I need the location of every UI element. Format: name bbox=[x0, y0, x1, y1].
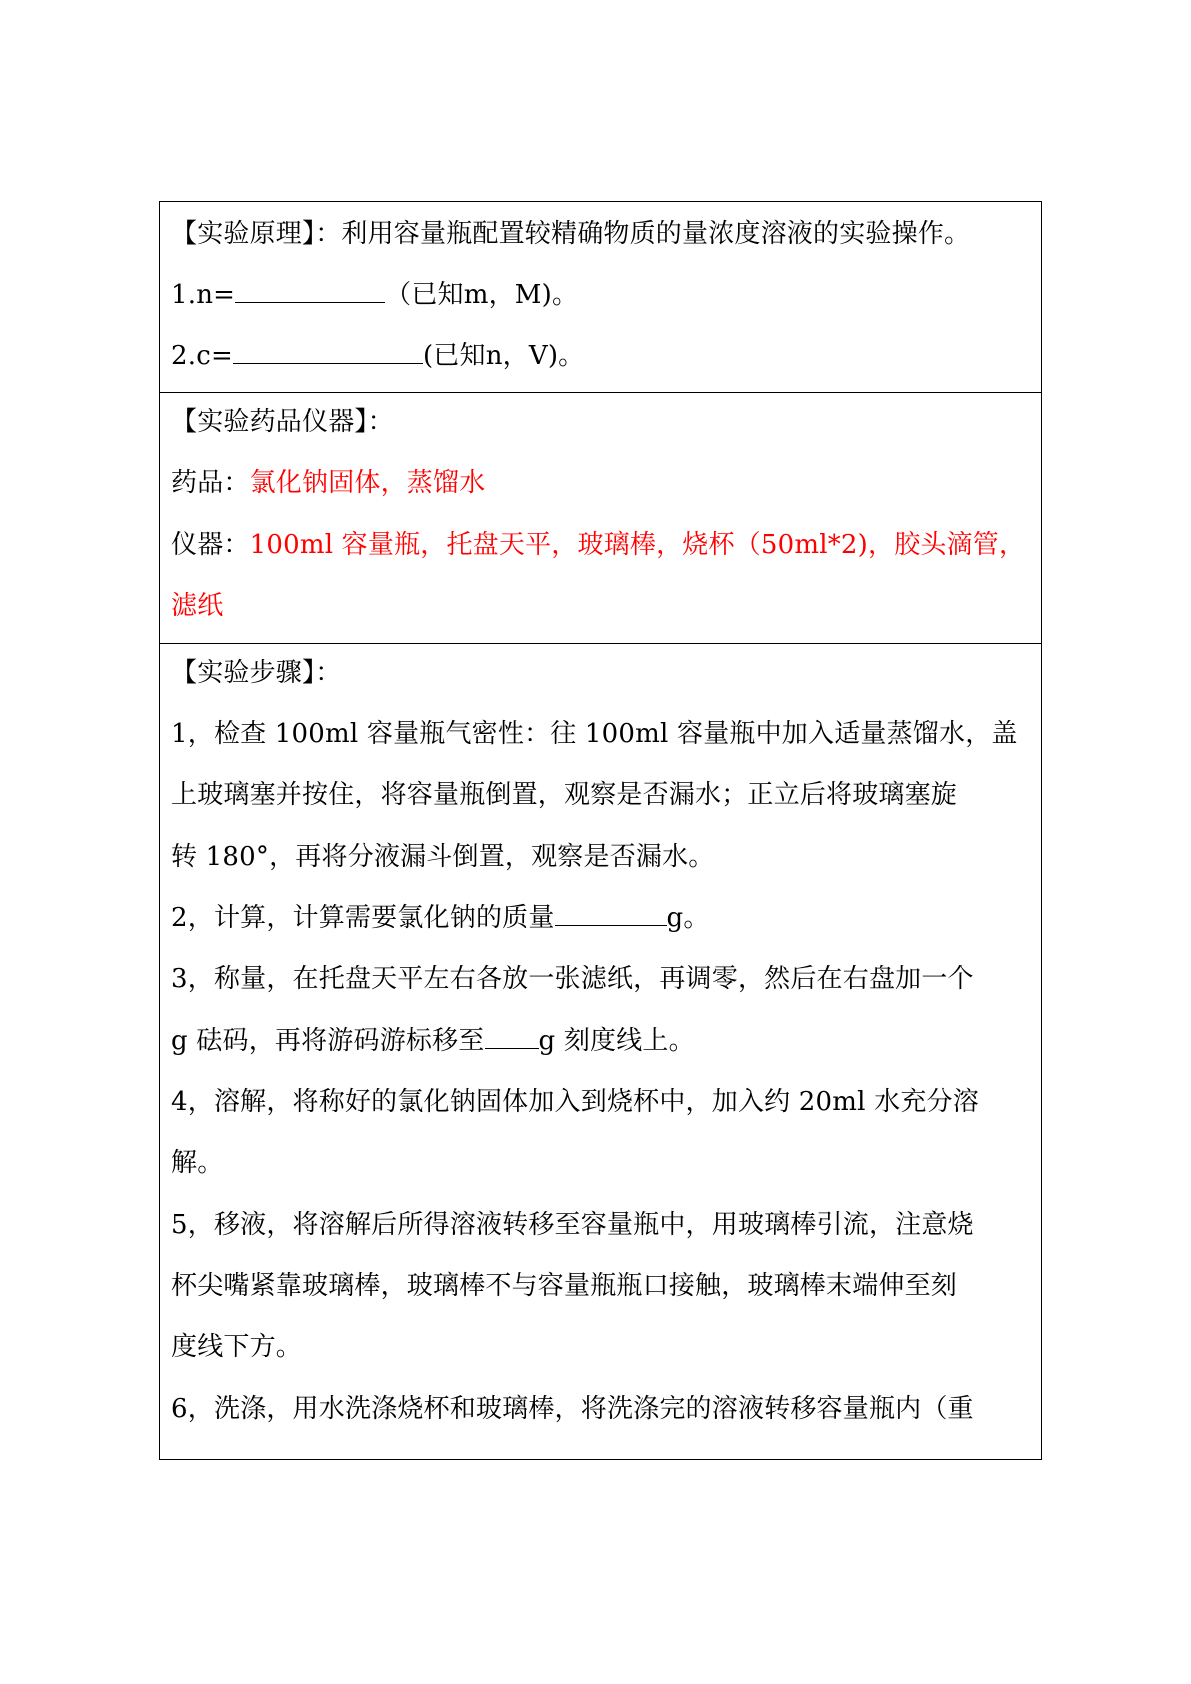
step2-blank bbox=[555, 901, 667, 926]
step6-line1: 6，洗涤，用水洗涤烧杯和玻璃棒，将洗涤完的溶液转移容量瓶内（重 bbox=[171, 1394, 974, 1424]
instruments-value: 100ml 容量瓶，托盘天平，玻璃棒，烧杯（50ml*2)，胶头滴管， bbox=[249, 530, 1026, 560]
step1-line2: 上玻璃塞并按住，将容量瓶倒置，观察是否漏水；正立后将玻璃塞旋 bbox=[171, 780, 958, 810]
materials-heading: 【实验药品仪器】： bbox=[171, 407, 394, 437]
principle-section bbox=[160, 202, 1041, 393]
formula-n-prefix: 1.n= bbox=[171, 280, 236, 310]
step1-line1: 1，检查 100ml 容量瓶气密性：往 100ml 容量瓶中加入适量蒸馏水，盖 bbox=[171, 719, 1018, 749]
formula-c-blank bbox=[233, 339, 423, 364]
formula-n-line bbox=[171, 277, 1033, 313]
step2-line bbox=[171, 900, 1033, 936]
steps-heading: 【实验步骤】： bbox=[171, 658, 342, 688]
step1-line3: 转 180°，再将分液漏斗倒置，观察是否漏水。 bbox=[171, 842, 715, 872]
step3-line1: 3，称量，在托盘天平左右各放一张滤纸，再调零，然后在右盘加一个 bbox=[171, 964, 974, 994]
formula-c-prefix: 2.c= bbox=[171, 341, 233, 371]
formula-c-suffix: (已知n，V)。 bbox=[422, 341, 585, 371]
step5-line2: 杯尖嘴紧靠玻璃棒，玻璃棒不与容量瓶瓶口接触，玻璃棒末端伸至刻 bbox=[171, 1271, 958, 1301]
step5-line1: 5，移液，将溶解后所得溶液转移至容量瓶中，用玻璃棒引流，注意烧 bbox=[171, 1210, 974, 1240]
instruments-line bbox=[171, 527, 1033, 563]
experiment-table bbox=[159, 201, 1042, 1460]
drugs-label: 药品： bbox=[171, 468, 250, 498]
step3-blank bbox=[485, 1024, 539, 1049]
drugs-value: 氯化钠固体，蒸馏水 bbox=[249, 468, 486, 498]
step2-suffix: g。 bbox=[666, 903, 710, 933]
step5-line3: 度线下方。 bbox=[171, 1332, 303, 1362]
step3-suffix: g 刻度线上。 bbox=[538, 1026, 695, 1056]
instruments-label: 仪器： bbox=[171, 530, 250, 560]
materials-section bbox=[160, 392, 1041, 644]
steps-section bbox=[160, 643, 1041, 1460]
step4-line2: 解。 bbox=[171, 1148, 224, 1178]
formula-c-line bbox=[171, 338, 1033, 374]
formula-n-blank bbox=[235, 278, 385, 303]
formula-n-suffix: （已知m，M)。 bbox=[385, 280, 579, 310]
step4-line1: 4，溶解，将称好的氯化钠固体加入到烧杯中，加入约 20ml 水充分溶 bbox=[171, 1087, 979, 1117]
step3-line2 bbox=[171, 1023, 1033, 1059]
step2-text: 2，计算，计算需要氯化钠的质量 bbox=[171, 903, 555, 933]
step3-text: g 砝码，再将游码游标移至 bbox=[171, 1026, 485, 1056]
drugs-line bbox=[171, 465, 1033, 501]
principle-heading: 【实验原理】：利用容量瓶配置较精确物质的量浓度溶液的实验操作。 bbox=[171, 219, 971, 249]
instruments-value-continued: 滤纸 bbox=[171, 591, 224, 621]
